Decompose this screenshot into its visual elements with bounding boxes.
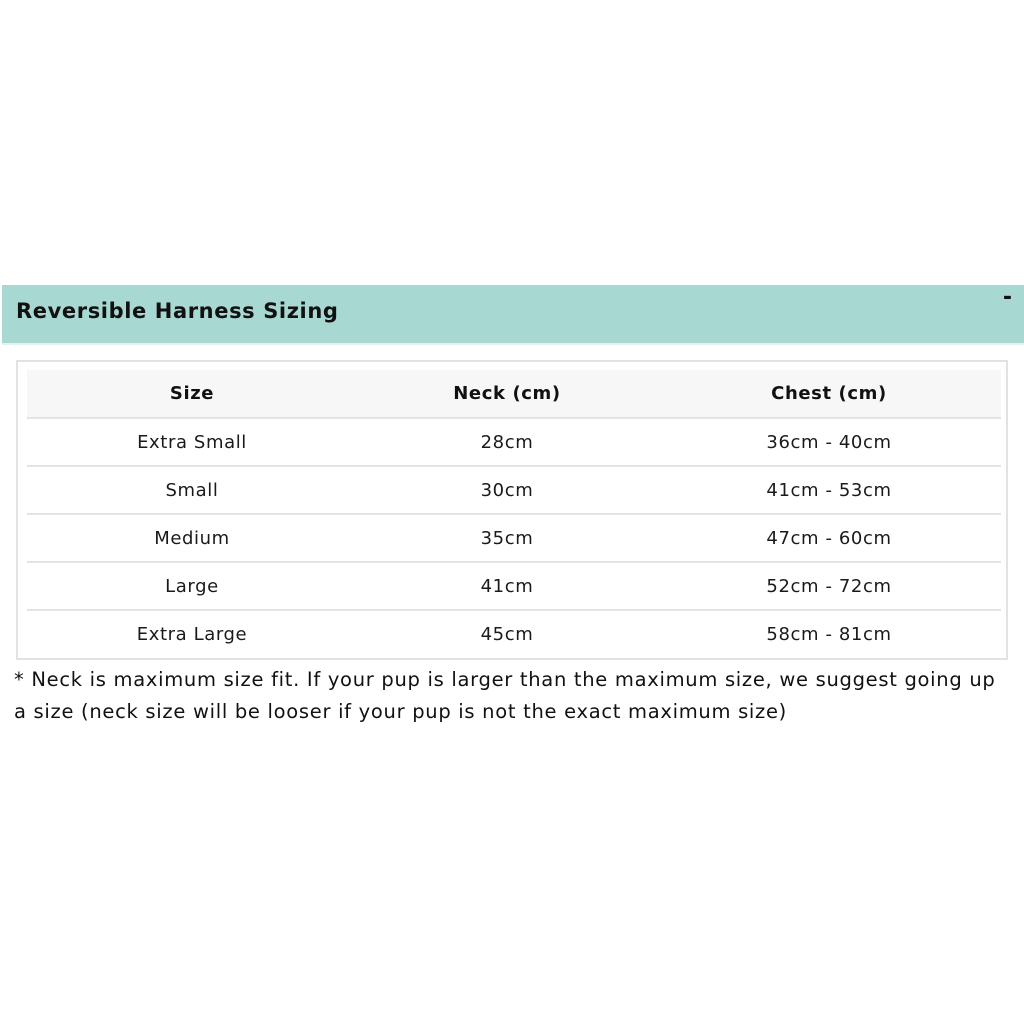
- table-row: [27, 418, 1001, 466]
- sizing-footnote: * Neck is maximum size fit. If your pup is larger than the maximum size, we suggest going up a size (neck size will be looser if your pup is not the exact maximum size): [14, 668, 996, 723]
- cell-size: Small: [27, 466, 357, 514]
- cell-neck: 35cm: [357, 514, 657, 562]
- cell-chest: 36cm - 40cm: [657, 418, 1001, 466]
- sizing-accordion: [2, 285, 1024, 645]
- table-header-row: [27, 370, 1001, 418]
- cell-size: Extra Small: [27, 418, 357, 466]
- sizing-table-container: [16, 360, 1008, 660]
- column-header-size: Size: [27, 370, 357, 418]
- column-header-chest: Chest (cm): [657, 370, 1001, 418]
- table-row: [27, 466, 1001, 514]
- table-row: [27, 514, 1001, 562]
- cell-size: Medium: [27, 514, 357, 562]
- cell-chest: 41cm - 53cm: [657, 466, 1001, 514]
- column-header-neck: Neck (cm): [357, 370, 657, 418]
- cell-chest: 58cm - 81cm: [766, 623, 892, 645]
- cell-neck: 41cm: [357, 562, 657, 610]
- table-row: [27, 562, 1001, 610]
- cell-size: Extra Large: [136, 623, 248, 645]
- accordion-title: Reversible Harness Sizing: [16, 299, 339, 323]
- sizing-table: [27, 370, 1001, 657]
- cell-neck: 45cm: [480, 623, 534, 645]
- cell-size: Large: [27, 562, 357, 610]
- cell-chest: 47cm - 60cm: [657, 514, 1001, 562]
- cell-chest: 52cm - 72cm: [657, 562, 1001, 610]
- table-row: [27, 610, 1001, 657]
- cell-neck: 28cm: [357, 418, 657, 466]
- accordion-header[interactable]: [2, 285, 1024, 345]
- cell-neck: 30cm: [357, 466, 657, 514]
- collapse-icon[interactable]: -: [1002, 285, 1012, 310]
